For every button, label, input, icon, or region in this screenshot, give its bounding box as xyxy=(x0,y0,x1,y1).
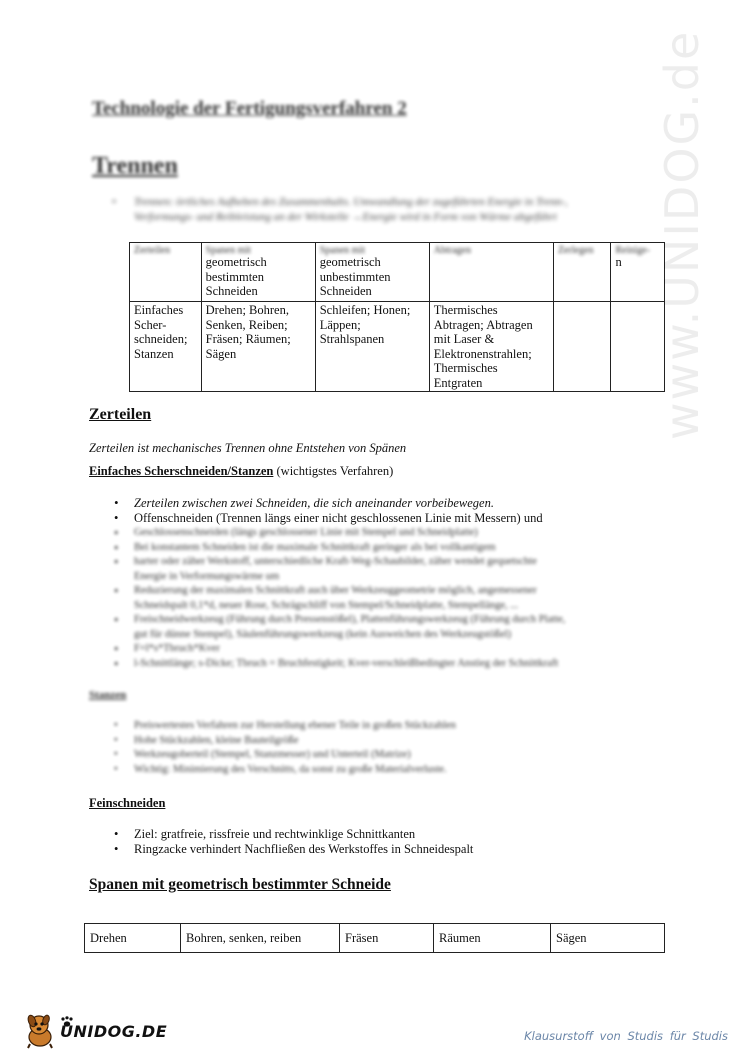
list-item-blurred: • Werkzeugoberteil (Stempel, Stanzmesser) und Unterteil (Matrize) xyxy=(110,748,650,763)
dog-mascot-icon xyxy=(24,1011,60,1049)
table-cell: Bohren, senken, reiben xyxy=(181,924,340,953)
scherschneiden-note: (wichtigstes Verfahren) xyxy=(273,464,394,478)
table-header-cell xyxy=(315,243,429,302)
list-item-blurred: • Preiswertestes Verfahren zur Herstellung ebener Teile in großen Stückzahlen xyxy=(110,719,650,734)
bullet-icon: • xyxy=(112,196,116,208)
logo-text: UNIDOG.DE xyxy=(60,1022,168,1041)
scherschneiden-heading xyxy=(89,464,393,479)
table-cell xyxy=(553,302,611,392)
list-item-blurred: • F=l*s*Tbruch*Kver xyxy=(110,642,670,657)
list-item-blurred: • l-Schnittlänge; s-Dicke; Tbruch = Bruchfestigkeit; Kver-verschleißbedingter Anstieg der Schnittkraft xyxy=(110,657,670,672)
document-title: Technologie der Fertigungsverfahren 2 xyxy=(92,98,407,119)
header-label-blurred: Spanen mit xyxy=(319,245,365,256)
table-cell: Fräsen xyxy=(340,924,434,953)
stanzen-bullet-list xyxy=(110,719,650,777)
intro-line-2: Verformungs- und Reibleistung an der Wirkstelle →Energie wird in Form von Wärme abgeführt xyxy=(134,211,557,223)
header-label-blurred: Spanen mit xyxy=(205,245,251,256)
list-item-blurred: Schneidspalt 0,1*d, neuer Rose, Schrägschliff von Stempel/Schneidplatte, Stempellänge, ... xyxy=(134,599,519,611)
list-item-blurred: • Bei konstantem Schneiden ist die maximale Schnittkraft geringer als bei vollkantigem xyxy=(110,541,670,556)
table-cell: Drehen; Bohren, Senken, Reiben; Fräsen; Räumen; Sägen xyxy=(201,302,315,392)
section-heading-spanen: Spanen mit geometrisch bestimmter Schneide xyxy=(89,876,391,893)
trennen-intro xyxy=(112,195,632,225)
table-cell: Thermisches Abtragen; Abtragen mit Laser & Elektronenstrahlen; Thermisches Entgraten xyxy=(429,302,553,392)
section-heading-trennen: Trennen xyxy=(92,153,178,179)
table-header-cell xyxy=(429,243,553,302)
table-cell: Drehen xyxy=(85,924,181,953)
table-header-cell xyxy=(201,243,315,302)
list-item: • Ringzacke verhindert Nachfließen des Werkstoffes in Schneidespalt xyxy=(110,842,670,857)
table-row xyxy=(85,924,665,953)
list-item-blurred: • Wichtig: Minimierung des Verschnitts, da sonst zu große Materialverluste. xyxy=(110,763,650,778)
list-item: • Offenschneiden (Trennen längs einer nicht geschlossenen Linie mit Messern) und xyxy=(110,511,670,526)
list-item: • Zerteilen zwischen zwei Schneiden, die sich aneinander vorbeibewegen. xyxy=(110,496,670,511)
header-label-blurred: Zerteilen xyxy=(134,245,171,256)
zerteilen-definition: Zerteilen ist mechanisches Trennen ohne Entstehen von Spänen xyxy=(89,441,407,455)
section-heading-feinschneiden: Feinschneiden xyxy=(89,796,166,810)
list-item: • Ziel: gratfreie, rissfreie und rechtwinklige Schnittkanten xyxy=(110,827,670,842)
table-row xyxy=(130,302,665,392)
unidog-logo[interactable] xyxy=(24,1011,168,1049)
header-label-blurred: Abtragen xyxy=(433,245,471,256)
list-item-blurred: Energie in Verformungswärme um xyxy=(134,570,280,582)
header-label: geometrisch unbestimmten Schneiden xyxy=(319,255,391,298)
header-label-blurred: Reinige- xyxy=(615,245,650,256)
table-cell: Sägen xyxy=(551,924,665,953)
zerteilen-bullet-list xyxy=(110,496,670,671)
trennen-table xyxy=(129,242,665,392)
spanen-table xyxy=(84,923,665,953)
list-item-blurred: • Reduzierung der maximalen Schnittkraft auch über Werkzeuggeometrie möglich, angemessener xyxy=(110,584,670,599)
table-cell: Schleifen; Honen; Läppen; Strahlspanen xyxy=(315,302,429,392)
list-item-blurred: gut für dünne Stempel), Säulenführungswerkzeug (kein Ausweichen des Werkzeugstößel) xyxy=(134,628,512,640)
list-item-blurred: • harter oder zäher Werkstoff, unterschiedliche Kraft-Weg-Schaubilder, zäher wendet gequetschte xyxy=(110,555,670,570)
scherschneiden-title: Einfaches Scherschneiden/Stanzen xyxy=(89,464,274,478)
feinschneiden-bullet-list xyxy=(110,827,670,857)
list-item-blurred: • Hohe Stückzahlen, kleine Bauteilgröße xyxy=(110,734,650,749)
table-cell: Einfaches Scher- schneiden; Stanzen xyxy=(130,302,202,392)
footer-tagline: Klausurstoff von Studis für Studis xyxy=(524,1029,728,1043)
header-label: geometrisch bestimmten Schneiden xyxy=(205,255,267,298)
header-label: n xyxy=(615,255,622,269)
table-header-cell xyxy=(130,243,202,302)
section-heading-stanzen: Stanzen xyxy=(89,689,127,701)
table-header-cell xyxy=(553,243,611,302)
table-header-row xyxy=(130,243,665,302)
table-cell: Räumen xyxy=(434,924,551,953)
list-item-blurred: • Geschlossenschneiden (längs geschlossener Linie mit Stempel und Schneidplatte) xyxy=(110,526,670,541)
section-heading-zerteilen: Zerteilen xyxy=(89,406,152,423)
watermark-text: www.UNIDOG.de xyxy=(655,29,709,440)
list-item-blurred: • Freischneidwerkzeug (Führung durch Pressenstößel), Plattenführungswerkzeug (Führung durch Platte, xyxy=(110,613,670,628)
intro-line-1: Trennen: örtliches Aufheben des Zusammenhalts. Umwandlung der zugeführten Energie in Trenn-, xyxy=(134,196,568,208)
header-label-blurred: Zerlegen xyxy=(557,245,594,256)
